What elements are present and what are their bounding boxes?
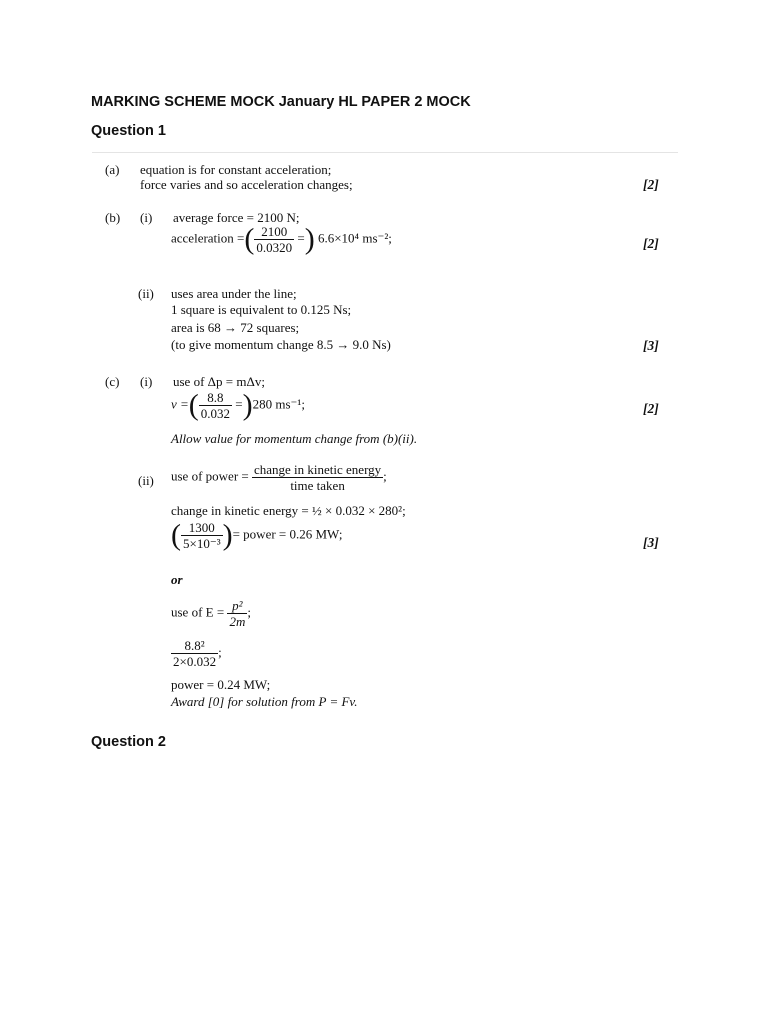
energy-calc-denominator: 2×0.032 [173, 654, 217, 669]
energy-calc-numerator: 8.8² [171, 638, 218, 654]
energy-equation: use of E = $\frac{\text{p²}}{2m}$ ; [171, 598, 251, 629]
page-title: MARKING SCHEME MOCK January HL PAPER 2 MOCK [91, 94, 471, 110]
part-a-line1: equation is for constant acceleration; [140, 162, 332, 177]
energy-calc-fraction [171, 638, 218, 669]
part-a-mark: [2] [643, 177, 659, 192]
power-denominator: time taken [290, 478, 345, 493]
acceleration-denominator: 0.0320 [256, 240, 293, 255]
power-result-numerator: 1300 [181, 520, 223, 536]
part-b-ii-line1: uses area under the line; [171, 286, 297, 301]
or-text: or [171, 572, 183, 587]
part-c-i-label: (i) [140, 374, 153, 389]
power-result-equation: ( $\frac{1300}{\text{5×10⁻³}}$ )= power = 0.26 MW; [171, 518, 343, 552]
part-b-label: (b) [105, 210, 121, 225]
power-fraction [252, 462, 383, 493]
part-c-ii-label: (ii) [138, 473, 154, 488]
energy-denominator: 2m [229, 614, 246, 629]
energy-calc: $\frac{\text{8.8²}}{2\times 0.032}$ ; [173, 638, 222, 669]
award-note: Award [0] for solution from P = Fv. [171, 694, 358, 709]
power-numerator: change in kinetic energy [253, 462, 382, 477]
scan-top-edge [92, 152, 678, 153]
part-c-label: (c) [105, 374, 120, 389]
kinetic-energy-line: change in kinetic energy = ½ × 0.032 × 280²; [171, 503, 406, 518]
question-2-heading: Question 2 [91, 734, 166, 750]
acceleration-prefix: acceleration = [171, 230, 245, 246]
part-c-i-mark: [2] [643, 401, 659, 416]
velocity-denominator: 0.032 [200, 406, 231, 421]
acceleration-fraction [254, 224, 294, 255]
part-a-label: (a) [105, 162, 120, 177]
power-result: = power = 0.26 MW; [232, 526, 343, 542]
energy-fraction [227, 598, 247, 629]
velocity-result: 280 ms⁻¹; [252, 396, 305, 412]
energy-numerator: p² [227, 598, 247, 614]
part-b-ii-line2: 1 square is equivalent to 0.125 Ns; [171, 302, 352, 317]
acceleration-numerator: 2100 [254, 224, 294, 240]
part-b-ii-line3: area is 68 → 72 squares; [171, 320, 300, 335]
velocity-numerator: 8.8 [199, 390, 232, 406]
power-definition: use of power = $\frac{\text{change in kinetic energy}}{\text{time taken}}$ ; [171, 462, 387, 493]
velocity-fraction [199, 390, 232, 421]
part-c-ii-mark: [3] [643, 535, 659, 550]
part-c-i-line1: use of Δp = mΔv; [173, 374, 265, 389]
part-b-ii-label: (ii) [138, 286, 154, 301]
velocity-equation: v =( $\frac{8.8}{0.032}$ =)280 ms⁻¹; [171, 388, 305, 422]
acceleration-result: 6.6×10⁴ ms⁻²; [317, 230, 392, 246]
part-b-i-mark: [2] [643, 236, 659, 251]
part-b-ii-mark: [3] [643, 338, 659, 353]
part-b-ii-line4: (to give momentum change 8.5 → 9.0 Ns) [171, 337, 391, 352]
part-b-i-label: (i) [140, 210, 153, 225]
question-1-heading: Question 1 [91, 123, 166, 139]
power-alt-result: power = 0.24 MW; [171, 677, 271, 692]
part-b-i-line1: average force = 2100 N; [173, 210, 300, 225]
acceleration-equation: acceleration =( $\frac{2100}{0.0320}$ =) 6.6×10⁴ ms⁻²; [171, 222, 392, 256]
power-result-denominator: 5×10⁻³ [183, 536, 221, 551]
power-result-fraction [181, 520, 223, 551]
power-prefix: use of power = [171, 468, 249, 484]
velocity-prefix: v = [171, 396, 189, 412]
energy-prefix: use of E = [171, 604, 225, 620]
part-a-line2: force varies and so acceleration changes; [140, 177, 353, 192]
part-c-i-note: Allow value for momentum change from (b)(ii). [171, 431, 418, 446]
